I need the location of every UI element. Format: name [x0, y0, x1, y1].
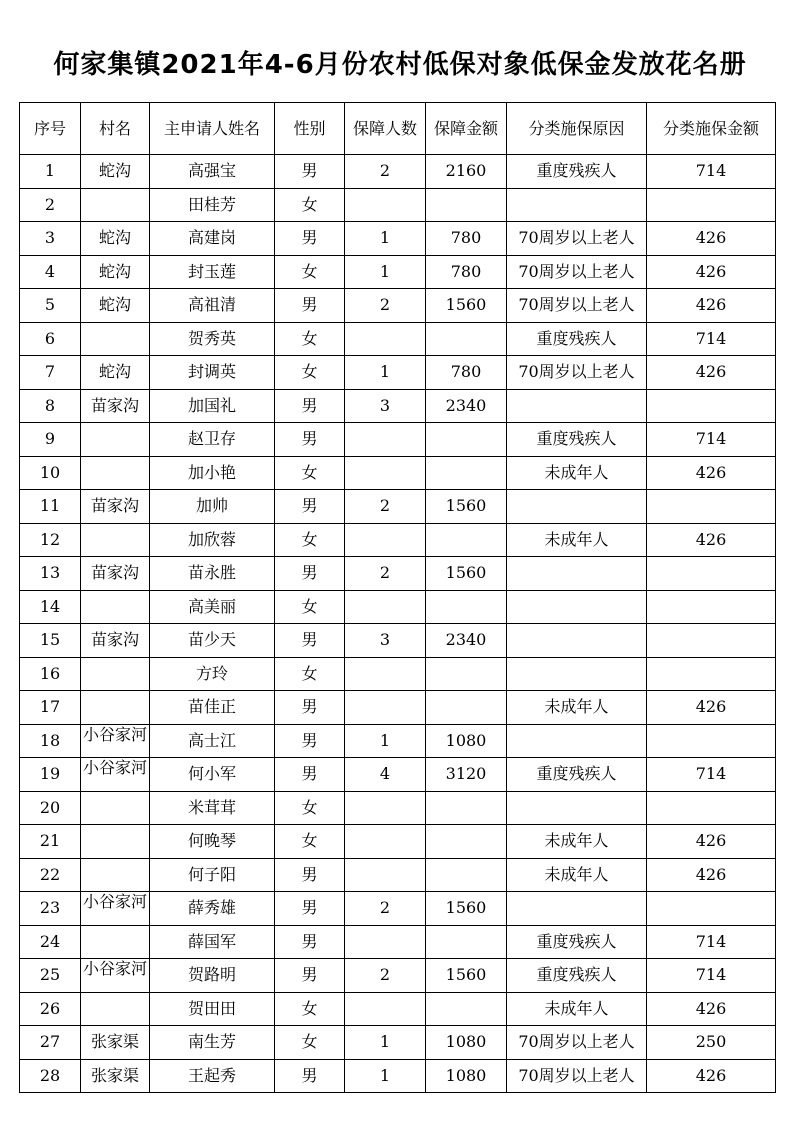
cell-guarantee-amount — [426, 858, 507, 892]
table-row — [20, 858, 776, 892]
cell-category-amount — [647, 624, 776, 658]
village-name-wrapped: 小谷家河 — [82, 959, 147, 979]
cell-guarantee-amount — [426, 423, 507, 457]
cell-village: 蛇沟 — [81, 356, 150, 390]
cell-village — [81, 691, 150, 725]
cell-gender: 男 — [275, 389, 345, 423]
cell-covered-persons: 1 — [345, 724, 426, 758]
cell-guarantee-amount: 2340 — [426, 389, 507, 423]
cell-category-amount: 426 — [647, 1059, 776, 1093]
cell-gender: 女 — [275, 456, 345, 490]
cell-category-amount: 714 — [647, 959, 776, 993]
cell-guarantee-amount: 1560 — [426, 557, 507, 591]
cell-applicant-name: 封玉莲 — [150, 255, 275, 289]
table-row — [20, 423, 776, 457]
cell-applicant-name: 田桂芳 — [150, 188, 275, 222]
table-row — [20, 791, 776, 825]
cell-applicant-name: 贺路明 — [150, 959, 275, 993]
cell-serial-number: 3 — [20, 222, 81, 256]
cell-village — [81, 758, 150, 792]
village-name-wrapped: 小谷家河 — [82, 892, 147, 912]
cell-guarantee-amount: 780 — [426, 222, 507, 256]
cell-gender: 男 — [275, 691, 345, 725]
cell-gender: 男 — [275, 758, 345, 792]
cell-category-reason: 未成年人 — [507, 858, 647, 892]
cell-serial-number: 5 — [20, 289, 81, 323]
table-row — [20, 1026, 776, 1060]
cell-category-amount: 426 — [647, 523, 776, 557]
cell-covered-persons: 2 — [345, 289, 426, 323]
cell-gender: 女 — [275, 590, 345, 624]
cell-serial-number: 10 — [20, 456, 81, 490]
cell-gender: 女 — [275, 992, 345, 1026]
cell-category-amount — [647, 389, 776, 423]
cell-covered-persons — [345, 657, 426, 691]
cell-applicant-name: 贺田田 — [150, 992, 275, 1026]
cell-applicant-name: 米茸茸 — [150, 791, 275, 825]
cell-covered-persons — [345, 423, 426, 457]
cell-category-reason: 70周岁以上老人 — [507, 222, 647, 256]
cell-category-amount: 714 — [647, 758, 776, 792]
cell-applicant-name: 贺秀英 — [150, 322, 275, 356]
cell-village: 苗家沟 — [81, 389, 150, 423]
cell-covered-persons — [345, 523, 426, 557]
header-applicant-name: 主申请人姓名 — [150, 103, 275, 155]
cell-serial-number: 23 — [20, 892, 81, 926]
cell-covered-persons: 2 — [345, 155, 426, 189]
cell-gender: 男 — [275, 724, 345, 758]
cell-category-amount: 426 — [647, 222, 776, 256]
table-row — [20, 892, 776, 926]
cell-gender: 男 — [275, 959, 345, 993]
cell-serial-number: 18 — [20, 724, 81, 758]
table-row — [20, 523, 776, 557]
cell-gender: 女 — [275, 825, 345, 859]
cell-category-reason — [507, 791, 647, 825]
cell-gender: 女 — [275, 657, 345, 691]
cell-serial-number: 15 — [20, 624, 81, 658]
cell-serial-number: 26 — [20, 992, 81, 1026]
cell-applicant-name: 封调英 — [150, 356, 275, 390]
header-category-amount: 分类施保金额 — [647, 103, 776, 155]
cell-category-amount: 714 — [647, 423, 776, 457]
cell-guarantee-amount: 1560 — [426, 892, 507, 926]
cell-category-reason: 重度残疾人 — [507, 155, 647, 189]
cell-serial-number: 17 — [20, 691, 81, 725]
cell-gender: 男 — [275, 222, 345, 256]
cell-covered-persons: 1 — [345, 222, 426, 256]
cell-serial-number: 7 — [20, 356, 81, 390]
cell-category-reason: 未成年人 — [507, 691, 647, 725]
cell-gender: 女 — [275, 356, 345, 390]
cell-gender: 男 — [275, 1059, 345, 1093]
cell-covered-persons — [345, 322, 426, 356]
cell-applicant-name: 赵卫存 — [150, 423, 275, 457]
cell-gender: 女 — [275, 1026, 345, 1060]
cell-guarantee-amount — [426, 523, 507, 557]
cell-category-reason: 未成年人 — [507, 825, 647, 859]
cell-applicant-name: 何小军 — [150, 758, 275, 792]
cell-category-reason: 70周岁以上老人 — [507, 255, 647, 289]
cell-covered-persons: 2 — [345, 557, 426, 591]
cell-category-amount: 426 — [647, 255, 776, 289]
cell-category-amount: 714 — [647, 322, 776, 356]
cell-village: 蛇沟 — [81, 255, 150, 289]
cell-village: 苗家沟 — [81, 624, 150, 658]
cell-village — [81, 959, 150, 993]
cell-village: 张家渠 — [81, 1059, 150, 1093]
cell-applicant-name: 王起秀 — [150, 1059, 275, 1093]
cell-category-amount: 426 — [647, 691, 776, 725]
cell-gender: 男 — [275, 423, 345, 457]
table-row — [20, 456, 776, 490]
cell-category-reason: 未成年人 — [507, 992, 647, 1026]
cell-village — [81, 456, 150, 490]
cell-covered-persons — [345, 188, 426, 222]
header-gender: 性别 — [275, 103, 345, 155]
table-row — [20, 992, 776, 1026]
cell-guarantee-amount — [426, 657, 507, 691]
table-row — [20, 389, 776, 423]
cell-category-amount — [647, 188, 776, 222]
cell-gender: 女 — [275, 322, 345, 356]
header-category-reason: 分类施保原因 — [507, 103, 647, 155]
cell-category-amount: 426 — [647, 858, 776, 892]
cell-guarantee-amount — [426, 590, 507, 624]
cell-covered-persons: 3 — [345, 624, 426, 658]
cell-serial-number: 20 — [20, 791, 81, 825]
cell-covered-persons: 2 — [345, 959, 426, 993]
cell-village — [81, 423, 150, 457]
cell-applicant-name: 南生芳 — [150, 1026, 275, 1060]
cell-applicant-name: 高美丽 — [150, 590, 275, 624]
cell-covered-persons: 1 — [345, 356, 426, 390]
cell-village: 苗家沟 — [81, 557, 150, 591]
cell-category-reason — [507, 490, 647, 524]
cell-category-amount — [647, 791, 776, 825]
cell-covered-persons: 2 — [345, 892, 426, 926]
cell-gender: 女 — [275, 791, 345, 825]
cell-covered-persons — [345, 691, 426, 725]
cell-category-amount — [647, 724, 776, 758]
cell-village: 张家渠 — [81, 1026, 150, 1060]
cell-serial-number: 13 — [20, 557, 81, 591]
header-guarantee-amount: 保障金额 — [426, 103, 507, 155]
cell-guarantee-amount — [426, 791, 507, 825]
cell-serial-number: 12 — [20, 523, 81, 557]
cell-applicant-name: 苗少天 — [150, 624, 275, 658]
cell-applicant-name: 加小艳 — [150, 456, 275, 490]
cell-category-reason — [507, 624, 647, 658]
table-row — [20, 691, 776, 725]
cell-category-reason: 重度残疾人 — [507, 423, 647, 457]
cell-category-amount: 714 — [647, 925, 776, 959]
table-row — [20, 657, 776, 691]
cell-applicant-name: 苗佳正 — [150, 691, 275, 725]
cell-village: 苗家沟 — [81, 490, 150, 524]
cell-village — [81, 590, 150, 624]
cell-covered-persons: 4 — [345, 758, 426, 792]
cell-gender: 女 — [275, 188, 345, 222]
cell-gender: 男 — [275, 925, 345, 959]
cell-serial-number: 6 — [20, 322, 81, 356]
table-row — [20, 322, 776, 356]
cell-gender: 男 — [275, 892, 345, 926]
cell-applicant-name: 何晚琴 — [150, 825, 275, 859]
table-row — [20, 590, 776, 624]
cell-serial-number: 27 — [20, 1026, 81, 1060]
village-name-wrapped: 小谷家河 — [82, 724, 147, 744]
cell-gender: 男 — [275, 557, 345, 591]
cell-gender: 男 — [275, 490, 345, 524]
cell-covered-persons: 1 — [345, 1026, 426, 1060]
cell-applicant-name: 加欣蓉 — [150, 523, 275, 557]
cell-gender: 女 — [275, 523, 345, 557]
cell-covered-persons — [345, 925, 426, 959]
cell-category-reason — [507, 188, 647, 222]
cell-guarantee-amount: 1560 — [426, 959, 507, 993]
table-row — [20, 724, 776, 758]
cell-category-reason: 重度残疾人 — [507, 959, 647, 993]
cell-applicant-name: 薛秀雄 — [150, 892, 275, 926]
cell-village — [81, 925, 150, 959]
cell-gender: 男 — [275, 155, 345, 189]
cell-guarantee-amount — [426, 992, 507, 1026]
cell-guarantee-amount — [426, 925, 507, 959]
cell-guarantee-amount — [426, 691, 507, 725]
cell-covered-persons: 1 — [345, 255, 426, 289]
village-name-wrapped: 小谷家河 — [82, 758, 147, 778]
cell-village — [81, 825, 150, 859]
cell-serial-number: 8 — [20, 389, 81, 423]
cell-covered-persons — [345, 791, 426, 825]
cell-applicant-name: 高强宝 — [150, 155, 275, 189]
cell-serial-number: 1 — [20, 155, 81, 189]
cell-covered-persons: 2 — [345, 490, 426, 524]
cell-applicant-name: 高士江 — [150, 724, 275, 758]
table-row — [20, 188, 776, 222]
cell-serial-number: 16 — [20, 657, 81, 691]
cell-village — [81, 892, 150, 926]
cell-category-amount: 426 — [647, 992, 776, 1026]
cell-covered-persons — [345, 992, 426, 1026]
header-village: 村名 — [81, 103, 150, 155]
cell-village — [81, 188, 150, 222]
cell-category-reason — [507, 724, 647, 758]
cell-village: 蛇沟 — [81, 289, 150, 323]
table-row — [20, 1059, 776, 1093]
header-covered-persons: 保障人数 — [345, 103, 426, 155]
cell-guarantee-amount: 1560 — [426, 490, 507, 524]
table-row — [20, 825, 776, 859]
cell-village — [81, 657, 150, 691]
cell-village: 蛇沟 — [81, 155, 150, 189]
cell-covered-persons: 1 — [345, 1059, 426, 1093]
cell-category-reason: 70周岁以上老人 — [507, 356, 647, 390]
cell-category-reason: 未成年人 — [507, 523, 647, 557]
table-row — [20, 557, 776, 591]
cell-category-amount: 426 — [647, 289, 776, 323]
cell-applicant-name: 薛国军 — [150, 925, 275, 959]
cell-covered-persons — [345, 590, 426, 624]
cell-applicant-name: 高建岗 — [150, 222, 275, 256]
cell-serial-number: 28 — [20, 1059, 81, 1093]
table-row — [20, 289, 776, 323]
cell-category-amount: 250 — [647, 1026, 776, 1060]
cell-category-amount: 426 — [647, 825, 776, 859]
cell-category-amount — [647, 657, 776, 691]
cell-applicant-name: 何子阳 — [150, 858, 275, 892]
cell-village — [81, 858, 150, 892]
cell-serial-number: 24 — [20, 925, 81, 959]
cell-category-reason — [507, 892, 647, 926]
cell-category-reason: 70周岁以上老人 — [507, 1026, 647, 1060]
cell-serial-number: 4 — [20, 255, 81, 289]
cell-guarantee-amount: 1080 — [426, 724, 507, 758]
cell-serial-number: 14 — [20, 590, 81, 624]
cell-guarantee-amount: 2160 — [426, 155, 507, 189]
cell-category-reason — [507, 557, 647, 591]
cell-guarantee-amount: 2340 — [426, 624, 507, 658]
cell-category-reason — [507, 657, 647, 691]
table-header-row — [20, 103, 776, 155]
table-row — [20, 255, 776, 289]
cell-category-reason: 70周岁以上老人 — [507, 1059, 647, 1093]
cell-category-reason: 重度残疾人 — [507, 758, 647, 792]
table-row — [20, 959, 776, 993]
cell-gender: 男 — [275, 624, 345, 658]
cell-gender: 男 — [275, 858, 345, 892]
cell-guarantee-amount: 780 — [426, 255, 507, 289]
cell-gender: 女 — [275, 255, 345, 289]
cell-category-amount — [647, 557, 776, 591]
header-serial-number: 序号 — [20, 103, 81, 155]
cell-applicant-name: 苗永胜 — [150, 557, 275, 591]
cell-covered-persons — [345, 858, 426, 892]
cell-serial-number: 19 — [20, 758, 81, 792]
cell-applicant-name: 高祖清 — [150, 289, 275, 323]
cell-village: 蛇沟 — [81, 222, 150, 256]
cell-category-reason: 未成年人 — [507, 456, 647, 490]
table-row — [20, 155, 776, 189]
cell-guarantee-amount: 1080 — [426, 1026, 507, 1060]
cell-village — [81, 992, 150, 1026]
cell-covered-persons: 3 — [345, 389, 426, 423]
cell-covered-persons — [345, 825, 426, 859]
cell-guarantee-amount: 1080 — [426, 1059, 507, 1093]
cell-guarantee-amount — [426, 188, 507, 222]
cell-guarantee-amount — [426, 322, 507, 356]
cell-serial-number: 9 — [20, 423, 81, 457]
cell-category-amount: 426 — [647, 456, 776, 490]
table-row — [20, 758, 776, 792]
cell-guarantee-amount — [426, 825, 507, 859]
cell-category-amount — [647, 892, 776, 926]
cell-applicant-name: 加国礼 — [150, 389, 275, 423]
cell-guarantee-amount: 1560 — [426, 289, 507, 323]
cell-guarantee-amount — [426, 456, 507, 490]
cell-serial-number: 25 — [20, 959, 81, 993]
table-row — [20, 490, 776, 524]
cell-category-amount: 714 — [647, 155, 776, 189]
cell-village — [81, 724, 150, 758]
cell-category-reason — [507, 590, 647, 624]
cell-guarantee-amount: 3120 — [426, 758, 507, 792]
roster-table — [19, 102, 776, 1093]
cell-covered-persons — [345, 456, 426, 490]
cell-category-reason: 重度残疾人 — [507, 322, 647, 356]
table-body — [20, 155, 776, 1093]
page-title: 何家集镇2021年4-6月份农村低保对象低保金发放花名册 — [53, 50, 747, 80]
cell-category-reason: 重度残疾人 — [507, 925, 647, 959]
cell-village — [81, 322, 150, 356]
cell-village — [81, 523, 150, 557]
cell-serial-number: 22 — [20, 858, 81, 892]
cell-category-amount — [647, 590, 776, 624]
table-row — [20, 624, 776, 658]
cell-serial-number: 21 — [20, 825, 81, 859]
cell-category-amount: 426 — [647, 356, 776, 390]
cell-category-reason — [507, 389, 647, 423]
table-row — [20, 925, 776, 959]
cell-serial-number: 11 — [20, 490, 81, 524]
cell-village — [81, 791, 150, 825]
cell-applicant-name: 方玲 — [150, 657, 275, 691]
cell-category-amount — [647, 490, 776, 524]
table-row — [20, 222, 776, 256]
cell-guarantee-amount: 780 — [426, 356, 507, 390]
table-row — [20, 356, 776, 390]
cell-gender: 男 — [275, 289, 345, 323]
cell-category-reason: 70周岁以上老人 — [507, 289, 647, 323]
cell-serial-number: 2 — [20, 188, 81, 222]
cell-applicant-name: 加帅 — [150, 490, 275, 524]
